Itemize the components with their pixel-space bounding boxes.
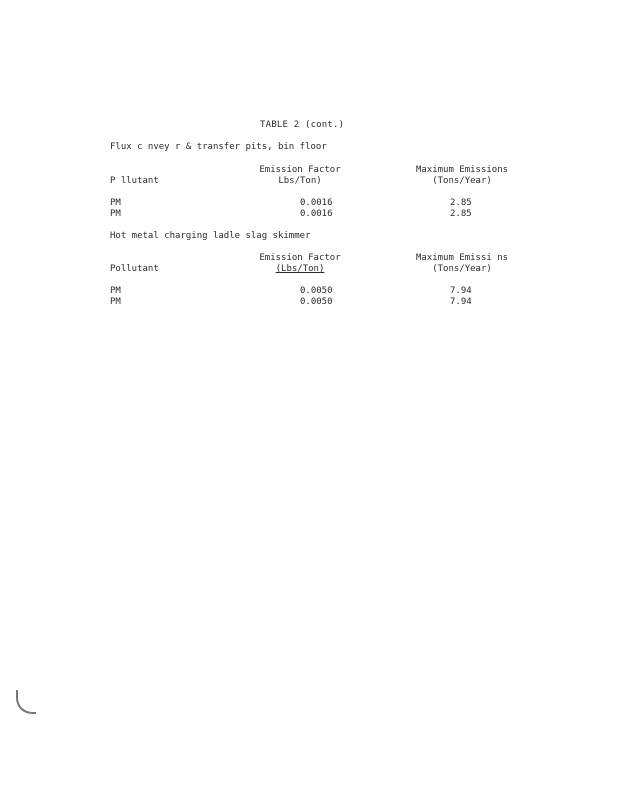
table-row-emission-factor: 0.0016 xyxy=(300,198,333,208)
table-row-pollutant: PM xyxy=(110,209,121,219)
maximum-emissions-header: Maximum Emissi ns xyxy=(415,253,509,263)
table-row-pollutant: PM xyxy=(110,286,121,296)
table-row-emission-factor: 0.0016 xyxy=(300,209,333,219)
maximum-emissions-unit: (Tons/Year) xyxy=(432,264,492,274)
pollutant-header: P llutant xyxy=(110,176,159,186)
table-row-emission-factor: 0.0050 xyxy=(300,297,333,307)
emission-factor-unit: Lbs/Ton) xyxy=(278,176,322,186)
emission-factor-unit: (Lbs/Ton) xyxy=(275,264,325,274)
emission-factor-header: Emission Factor xyxy=(259,253,341,263)
scan-artifact xyxy=(16,690,36,714)
section-heading-flux: Flux c nvey r & transfer pits, bin floor xyxy=(110,142,327,152)
pollutant-header: Pollutant xyxy=(110,264,159,274)
table-row-max-emissions: 2.85 xyxy=(450,198,472,208)
maximum-emissions-unit: (Tons/Year) xyxy=(432,176,492,186)
table-row-max-emissions: 2.85 xyxy=(450,209,472,219)
table-title: TABLE 2 (cont.) xyxy=(260,120,345,130)
section-heading-slag-skimmer: Hot metal charging ladle slag skimmer xyxy=(110,231,311,241)
emission-factor-header: Emission Factor xyxy=(259,165,341,175)
table-row-max-emissions: 7.94 xyxy=(450,286,472,296)
table-row-max-emissions: 7.94 xyxy=(450,297,472,307)
table-row-pollutant: PM xyxy=(110,198,121,208)
table-row-pollutant: PM xyxy=(110,297,121,307)
maximum-emissions-header: Maximum Emissions xyxy=(415,165,509,175)
table-row-emission-factor: 0.0050 xyxy=(300,286,333,296)
